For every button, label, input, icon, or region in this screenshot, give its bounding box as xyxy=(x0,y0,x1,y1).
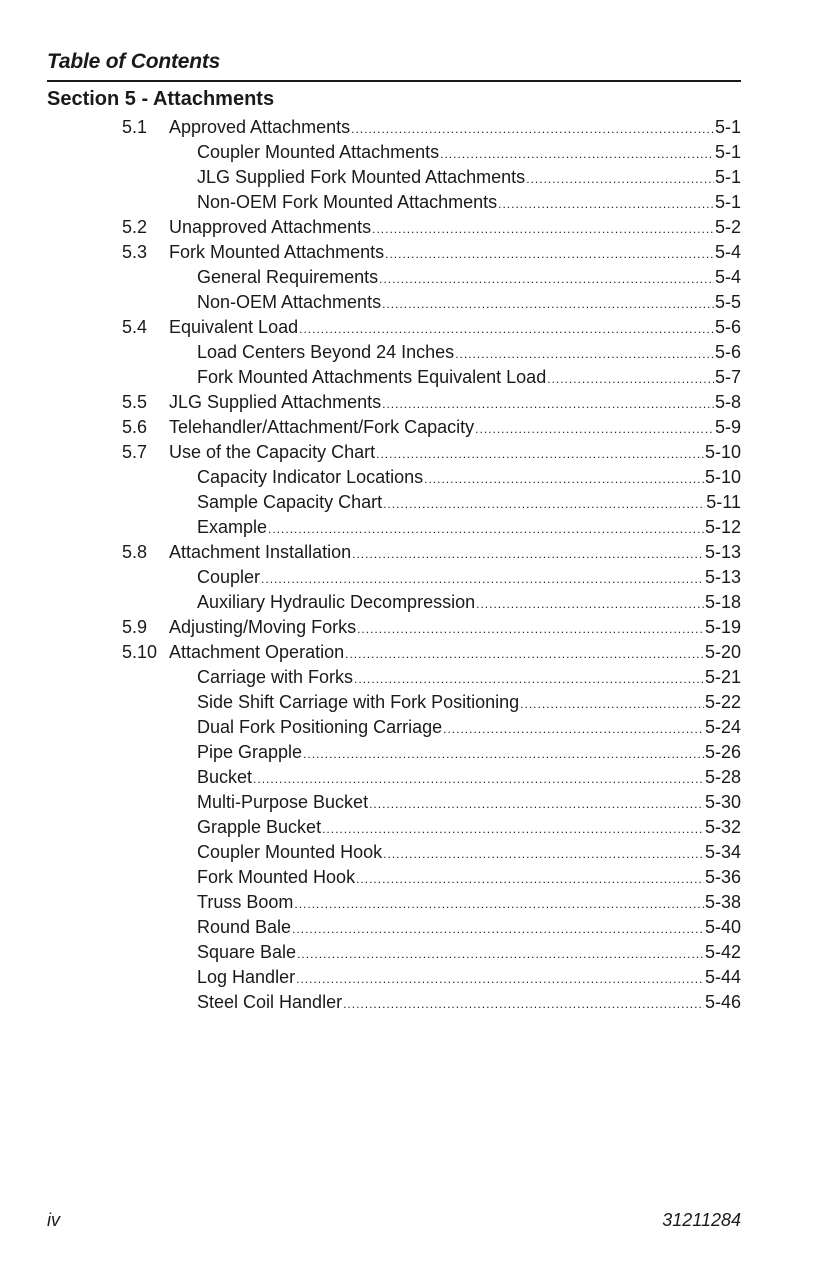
toc-entry-page: 5-10 xyxy=(704,467,741,487)
toc-entry-label: JLG Supplied Fork Mounted Attachments xyxy=(197,167,526,187)
toc-entry[interactable] xyxy=(122,440,741,465)
toc-entry-page: 5-6 xyxy=(714,317,741,337)
toc-entry-number: 5.8 xyxy=(122,542,148,562)
toc-entry-page: 5-40 xyxy=(704,917,741,937)
toc-entry-label: JLG Supplied Attachments xyxy=(169,392,382,412)
dot-leader xyxy=(322,817,704,842)
dot-leader xyxy=(268,517,704,542)
dot-leader xyxy=(351,117,714,142)
toc-entry-page: 5-44 xyxy=(704,967,741,987)
toc-subentry[interactable] xyxy=(122,840,741,865)
toc-entry-label: Adjusting/Moving Forks xyxy=(169,617,357,637)
section-title: Section 5 - Attachments xyxy=(47,88,275,110)
toc-entry-label: Fork Mounted Attachments xyxy=(169,242,385,262)
toc-entry-number: 5.7 xyxy=(122,442,148,462)
toc-subentry[interactable] xyxy=(122,490,741,515)
toc-entry-number: 5.3 xyxy=(122,242,148,262)
page-header-title: Table of Contents xyxy=(47,50,221,73)
toc-entry-page: 5-12 xyxy=(704,517,741,537)
dot-leader xyxy=(343,992,704,1017)
toc-entry-page: 5-11 xyxy=(706,492,741,512)
toc-subentry[interactable] xyxy=(122,515,741,540)
toc-entry-page: 5-28 xyxy=(704,767,741,787)
toc-entry-page: 5-24 xyxy=(704,717,741,737)
toc-entry-page: 5-30 xyxy=(704,792,741,812)
toc-entry-label: Coupler Mounted Attachments xyxy=(197,142,440,162)
toc-entry-number: 5.5 xyxy=(122,392,148,412)
toc-subentry[interactable] xyxy=(122,815,741,840)
toc-entry[interactable] xyxy=(122,540,741,565)
toc-subentry[interactable] xyxy=(122,365,741,390)
toc-entry-page: 5-32 xyxy=(704,817,741,837)
toc-entry[interactable] xyxy=(122,240,741,265)
toc-entry-page: 5-1 xyxy=(714,192,741,212)
toc-entry-number: 5.9 xyxy=(122,617,148,637)
toc-entry-label: Round Bale xyxy=(197,917,292,937)
toc-subentry[interactable] xyxy=(122,340,741,365)
toc-entry-page: 5-22 xyxy=(704,692,741,712)
toc-entry-label: Use of the Capacity Chart xyxy=(169,442,376,462)
toc-entry[interactable] xyxy=(122,390,741,415)
toc-entry-label: Steel Coil Handler xyxy=(197,992,343,1012)
dot-leader xyxy=(372,217,714,242)
dot-leader xyxy=(475,417,714,442)
toc-entry-page: 5-13 xyxy=(704,567,741,587)
dot-leader xyxy=(383,492,705,517)
toc-entry-page: 5-18 xyxy=(704,592,741,612)
toc-entry-label: General Requirements xyxy=(197,267,379,287)
toc-entry[interactable] xyxy=(122,315,741,340)
toc-subentry[interactable] xyxy=(122,590,741,615)
toc-subentry[interactable] xyxy=(122,290,741,315)
toc-entry-label: Equivalent Load xyxy=(169,317,299,337)
dot-leader xyxy=(356,867,704,892)
toc-entry-label: Side Shift Carriage with Fork Positioning xyxy=(197,692,520,712)
toc-subentry[interactable] xyxy=(122,165,741,190)
toc-entry-page: 5-1 xyxy=(714,142,741,162)
toc-subentry[interactable] xyxy=(122,665,741,690)
dot-leader xyxy=(383,842,704,867)
toc-entry-label: Sample Capacity Chart xyxy=(197,492,383,512)
toc-entry-page: 5-4 xyxy=(714,267,741,287)
toc-entry-page: 5-42 xyxy=(704,942,741,962)
dot-leader xyxy=(379,267,714,292)
dot-leader xyxy=(261,567,704,592)
toc-entry-label: Telehandler/Attachment/Fork Capacity xyxy=(169,417,475,437)
dot-leader xyxy=(294,892,704,917)
toc-subentry[interactable] xyxy=(122,565,741,590)
dot-leader xyxy=(376,442,704,467)
toc-entry-label: Auxiliary Hydraulic Decompression xyxy=(197,592,476,612)
toc-entry-label: Fork Mounted Hook xyxy=(197,867,356,887)
dot-leader xyxy=(352,542,704,567)
toc-subentry[interactable] xyxy=(122,965,741,990)
dot-leader xyxy=(455,342,714,367)
toc-subentry[interactable] xyxy=(122,765,741,790)
dot-leader xyxy=(303,742,704,767)
toc-entry-label: Pipe Grapple xyxy=(197,742,303,762)
toc-entry-page: 5-19 xyxy=(704,617,741,637)
dot-leader xyxy=(345,642,704,667)
toc-entry-page: 5-26 xyxy=(704,742,741,762)
toc-subentry[interactable] xyxy=(122,915,741,940)
toc-entry-label: Log Handler xyxy=(197,967,296,987)
dot-leader xyxy=(297,942,704,967)
toc-entry[interactable] xyxy=(122,115,741,140)
toc-entry-label: Truss Boom xyxy=(197,892,294,912)
toc-entry-label: Carriage with Forks xyxy=(197,667,354,687)
toc-entry-label: Non-OEM Fork Mounted Attachments xyxy=(197,192,498,212)
toc-entry[interactable] xyxy=(122,615,741,640)
toc-entry-label: Unapproved Attachments xyxy=(169,217,372,237)
toc-entry[interactable] xyxy=(122,640,741,665)
toc-entry-label: Grapple Bucket xyxy=(197,817,322,837)
toc-entry-page: 5-13 xyxy=(704,542,741,562)
toc-entry-number: 5.6 xyxy=(122,417,148,437)
dot-leader xyxy=(292,917,704,942)
dot-leader xyxy=(440,142,714,167)
toc-subentry[interactable] xyxy=(122,140,741,165)
dot-leader xyxy=(382,392,714,417)
toc-entry-page: 5-2 xyxy=(714,217,741,237)
dot-leader xyxy=(498,192,714,217)
toc-entry-page: 5-1 xyxy=(714,117,741,137)
dot-leader xyxy=(385,242,714,267)
toc-entry-page: 5-20 xyxy=(704,642,741,662)
toc-subentry[interactable] xyxy=(122,265,741,290)
toc-entry-page: 5-7 xyxy=(714,367,741,387)
dot-leader xyxy=(443,717,704,742)
toc-entry-page: 5-46 xyxy=(704,992,741,1012)
toc-entry-label: Load Centers Beyond 24 Inches xyxy=(197,342,455,362)
toc-entry[interactable] xyxy=(122,415,741,440)
toc-entry-label: Coupler Mounted Hook xyxy=(197,842,383,862)
dot-leader xyxy=(369,792,704,817)
toc-subentry[interactable] xyxy=(122,740,741,765)
toc-entry-number: 5.4 xyxy=(122,317,148,337)
toc-entry-page: 5-8 xyxy=(714,392,741,412)
toc-subentry[interactable] xyxy=(122,190,741,215)
toc-entry-page: 5-6 xyxy=(714,342,741,362)
toc-entry-page: 5-36 xyxy=(704,867,741,887)
toc-entry-page: 5-21 xyxy=(704,667,741,687)
toc-entry-label: Fork Mounted Attachments Equivalent Load xyxy=(197,367,547,387)
toc-subentry[interactable] xyxy=(122,865,741,890)
dot-leader xyxy=(299,317,714,342)
toc-entry-label: Dual Fork Positioning Carriage xyxy=(197,717,443,737)
dot-leader xyxy=(520,692,704,717)
toc-entry-label: Coupler xyxy=(197,567,261,587)
toc-entry-page: 5-1 xyxy=(714,167,741,187)
toc-entry-label: Square Bale xyxy=(197,942,297,962)
toc-entry-page: 5-34 xyxy=(704,842,741,862)
toc-entry-label: Example xyxy=(197,517,268,537)
toc-entry-label: Capacity Indicator Locations xyxy=(197,467,424,487)
toc-entry[interactable] xyxy=(122,215,741,240)
dot-leader xyxy=(547,367,714,392)
toc-entry-page: 5-9 xyxy=(714,417,741,437)
dot-leader xyxy=(354,667,704,692)
toc-entry-label: Attachment Installation xyxy=(169,542,352,562)
toc-entry-page: 5-4 xyxy=(714,242,741,262)
toc-entry-number: 5.2 xyxy=(122,217,148,237)
table-of-contents xyxy=(122,115,741,1015)
toc-subentry[interactable] xyxy=(122,890,741,915)
toc-entry-number: 5.10 xyxy=(122,642,158,662)
toc-subentry[interactable] xyxy=(122,715,741,740)
toc-subentry[interactable] xyxy=(122,690,741,715)
toc-subentry[interactable] xyxy=(122,940,741,965)
toc-subentry[interactable] xyxy=(122,465,741,490)
toc-entry-page: 5-10 xyxy=(704,442,741,462)
dot-leader xyxy=(424,467,704,492)
toc-entry-label: Bucket xyxy=(197,767,253,787)
toc-subentry[interactable] xyxy=(122,990,741,1015)
dot-leader xyxy=(296,967,704,992)
header-rule xyxy=(47,80,741,82)
toc-entry-label: Multi-Purpose Bucket xyxy=(197,792,369,812)
toc-entry-number: 5.1 xyxy=(122,117,148,137)
dot-leader xyxy=(253,767,704,792)
toc-entry-label: Approved Attachments xyxy=(169,117,351,137)
toc-entry-label: Non-OEM Attachments xyxy=(197,292,382,312)
dot-leader xyxy=(476,592,704,617)
footer-document-number: 31211284 xyxy=(662,1210,741,1230)
dot-leader xyxy=(526,167,714,192)
toc-entry-label: Attachment Operation xyxy=(169,642,345,662)
toc-entry-page: 5-5 xyxy=(714,292,741,312)
toc-subentry[interactable] xyxy=(122,790,741,815)
footer-page-number: iv xyxy=(47,1210,60,1230)
dot-leader xyxy=(382,292,714,317)
dot-leader xyxy=(357,617,704,642)
toc-entry-page: 5-38 xyxy=(704,892,741,912)
